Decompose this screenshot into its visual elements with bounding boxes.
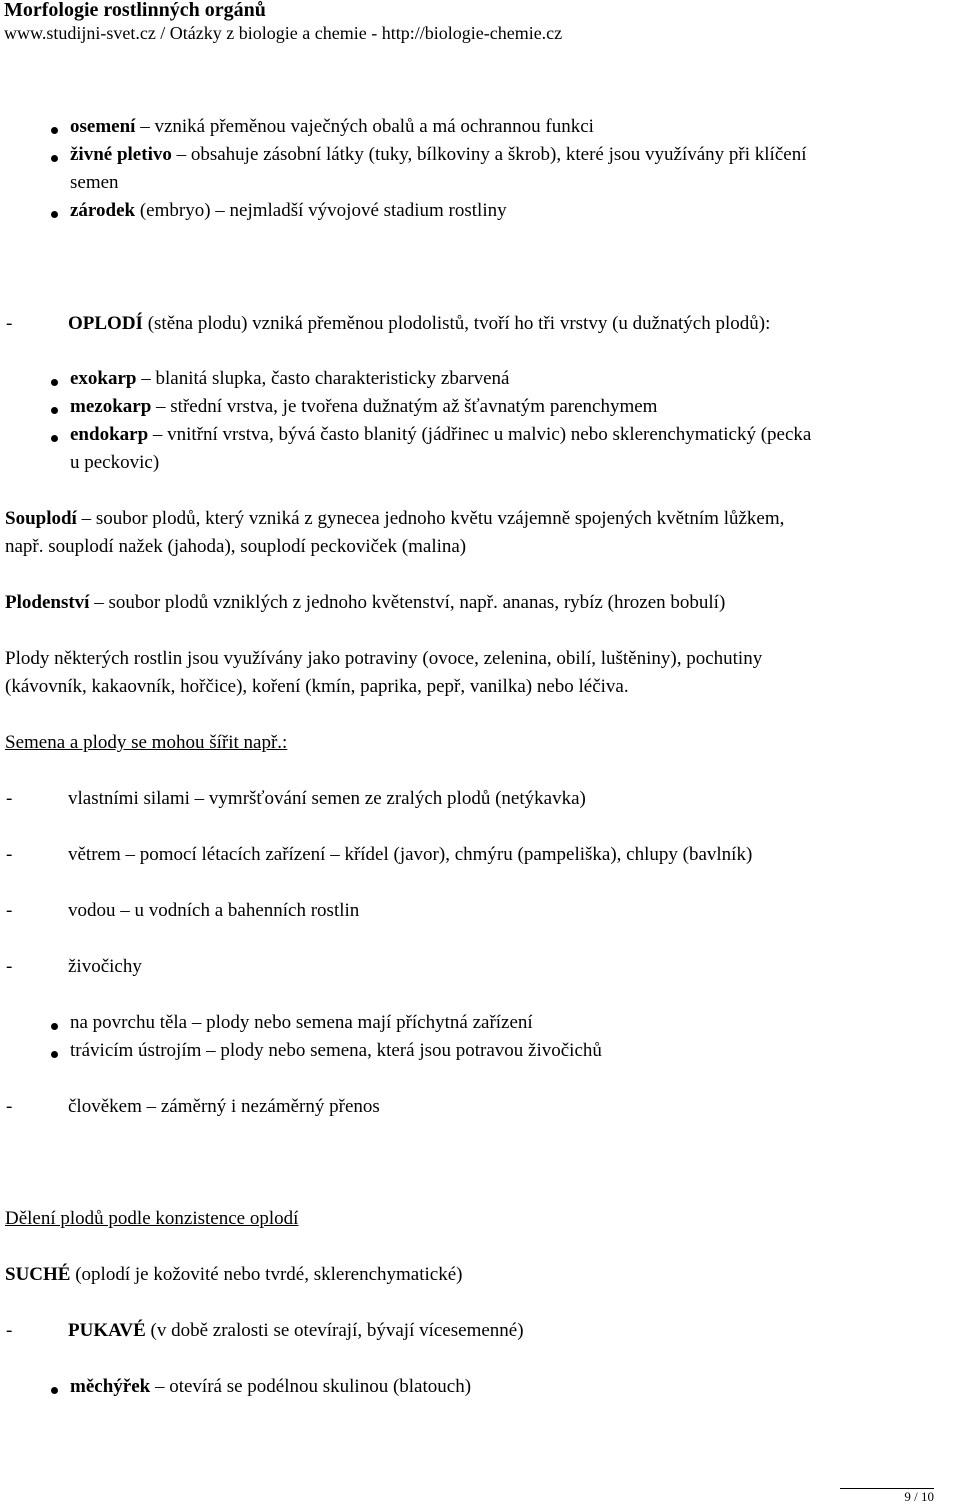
- term: trávicím ústrojím: [70, 1040, 202, 1061]
- list-item-na-povrchu-tela: na povrchu těla – plody nebo semena mají příchytná zařízení: [70, 1012, 533, 1033]
- bullet-icon: [51, 435, 58, 442]
- list-item-zarodek: [70, 197, 507, 225]
- spread-heading: Semena a plody se mohou šířit např.:: [5, 732, 288, 753]
- description: – blanitá slupka, často charakteristicky zbarvená: [136, 368, 510, 389]
- pukave-paragraph: PUKAVÉ (v době zralosti se otevírají, bývají vícesemenné): [68, 1320, 524, 1341]
- term: PUKAVÉ: [68, 1320, 146, 1341]
- term: exokarp: [70, 368, 137, 389]
- division-heading: Dělení plodů podle konzistence oplodí: [5, 1208, 299, 1229]
- usage-line-2: (kávovník, kakaovník, hořčice), koření (kmín, paprika, pepř, vanilka) nebo léčiva.: [5, 676, 629, 697]
- term: OPLODÍ: [68, 313, 143, 334]
- spread-item-vetrem: větrem – pomocí létacích zařízení – křídel (javor), chmýru (pampeliška), chlupy (bavlník): [68, 844, 753, 865]
- dash-marker: -: [6, 900, 13, 921]
- term: člověkem: [68, 1096, 142, 1117]
- term: osemení: [70, 116, 136, 137]
- term: endokarp: [70, 424, 149, 445]
- description: (stěna plodu) vzniká přeměnou plodolistů, tvoří ho tři vrstvy (u dužnatých plodů):: [142, 313, 771, 334]
- plodenstvi-paragraph: Plodenství – soubor plodů vzniklých z jednoho květenství, např. ananas, rybíz (hrozen bobulí): [5, 592, 726, 613]
- description: – vnitřní vrstva, bývá často blanitý (jádřinec u malvic) nebo sklerenchymatický (pecka: [148, 424, 812, 445]
- description: vzniká přeměnou vaječných obalů a má ochrannou funkci: [154, 116, 594, 137]
- term: Plodenství: [5, 592, 90, 613]
- page-number: 9 / 10: [904, 1489, 934, 1504]
- description: – střední vrstva, je tvořena dužnatým až šťavnatým parenchymem: [151, 396, 658, 417]
- bullet-icon: [51, 211, 58, 218]
- list-item-mechyrek: měchýřek – otevírá se podélnou skulinou (blatouch): [70, 1376, 472, 1397]
- dash-marker: -: [6, 956, 13, 977]
- bullet-icon: [51, 1051, 58, 1058]
- usage-line-1: Plody některých rostlin jsou využívány jako potraviny (ovoce, zelenina, obilí, luštěniny), pochutiny: [5, 648, 763, 669]
- souplodi-line-2: např. souplodí nažek (jahoda), souplodí peckoviček (malina): [5, 536, 467, 557]
- term: Souplodí: [5, 508, 77, 529]
- oplodi-paragraph: [68, 310, 770, 338]
- dash-marker: -: [6, 788, 13, 809]
- description: obsahuje zásobní látky (tuky, bílkoviny a škrob), které jsou využívány při klíčení: [190, 144, 807, 165]
- dash-marker: -: [6, 844, 13, 865]
- term: SUCHÉ: [5, 1264, 71, 1285]
- bullet-icon: [51, 379, 58, 386]
- list-item-continuation: u peckovic): [70, 452, 160, 473]
- spread-item-zivocichy: [68, 953, 142, 981]
- bullet-icon: [51, 1387, 58, 1394]
- term: větrem: [68, 844, 121, 865]
- spread-item-vodou: vodou – u vodních a bahenních rostlin: [68, 900, 360, 921]
- document-title: Morfologie rostlinných orgánů: [4, 0, 266, 21]
- spread-item-vlastnimi-silami: vlastními silami – vymršťování semen ze zralých plodů (netýkavka): [68, 788, 586, 809]
- list-item-exokarp: [70, 365, 510, 393]
- bullet-icon: [51, 1023, 58, 1030]
- description: (embryo) – nejmladší vývojové stadium rostliny: [139, 200, 507, 221]
- bullet-icon: [51, 155, 58, 162]
- dash-marker: -: [6, 1320, 13, 1341]
- dash-marker: -: [6, 1096, 13, 1117]
- list-item-travicim-ustrojim: trávicím ústrojím – plody nebo semena, která jsou potravou živočichů: [70, 1040, 602, 1061]
- list-item-continuation: semen: [70, 172, 119, 193]
- list-item-endokarp: [70, 421, 811, 449]
- list-item-zivne-pletivo: živné pletivo – obsahuje zásobní látky (tuky, bílkoviny a škrob), které jsou využívány při klíčení: [70, 144, 807, 165]
- document-source-url: www.studijni-svet.cz / Otázky z biologie a chemie - http://biologie-chemie.cz: [4, 23, 563, 43]
- dash-marker: -: [6, 313, 13, 334]
- term: živné pletivo: [70, 144, 172, 165]
- souplodi-paragraph: Souplodí – soubor plodů, který vzniká z gynecea jednoho květu vzájemně spojených květním lůžkem,: [5, 508, 785, 529]
- bullet-icon: [51, 127, 58, 134]
- bullet-icon: [51, 407, 58, 414]
- suche-paragraph: SUCHÉ (oplodí je kožovité nebo tvrdé, sklerenchymatické): [5, 1264, 463, 1285]
- term: mezokarp: [70, 396, 152, 417]
- term: na povrchu těla: [70, 1012, 188, 1033]
- term: vlastními silami: [68, 788, 190, 809]
- term: zárodek: [70, 200, 136, 221]
- list-item-mezokarp: [70, 393, 657, 421]
- list-item-osemeni: osemení – vzniká přeměnou vaječných obalů a má ochrannou funkci: [70, 116, 594, 137]
- term: živočichy: [68, 956, 142, 977]
- spread-item-clovekem: člověkem – záměrný i nezáměrný přenos: [68, 1096, 380, 1117]
- term: měchýřek: [70, 1376, 151, 1397]
- term: vodou: [68, 900, 116, 921]
